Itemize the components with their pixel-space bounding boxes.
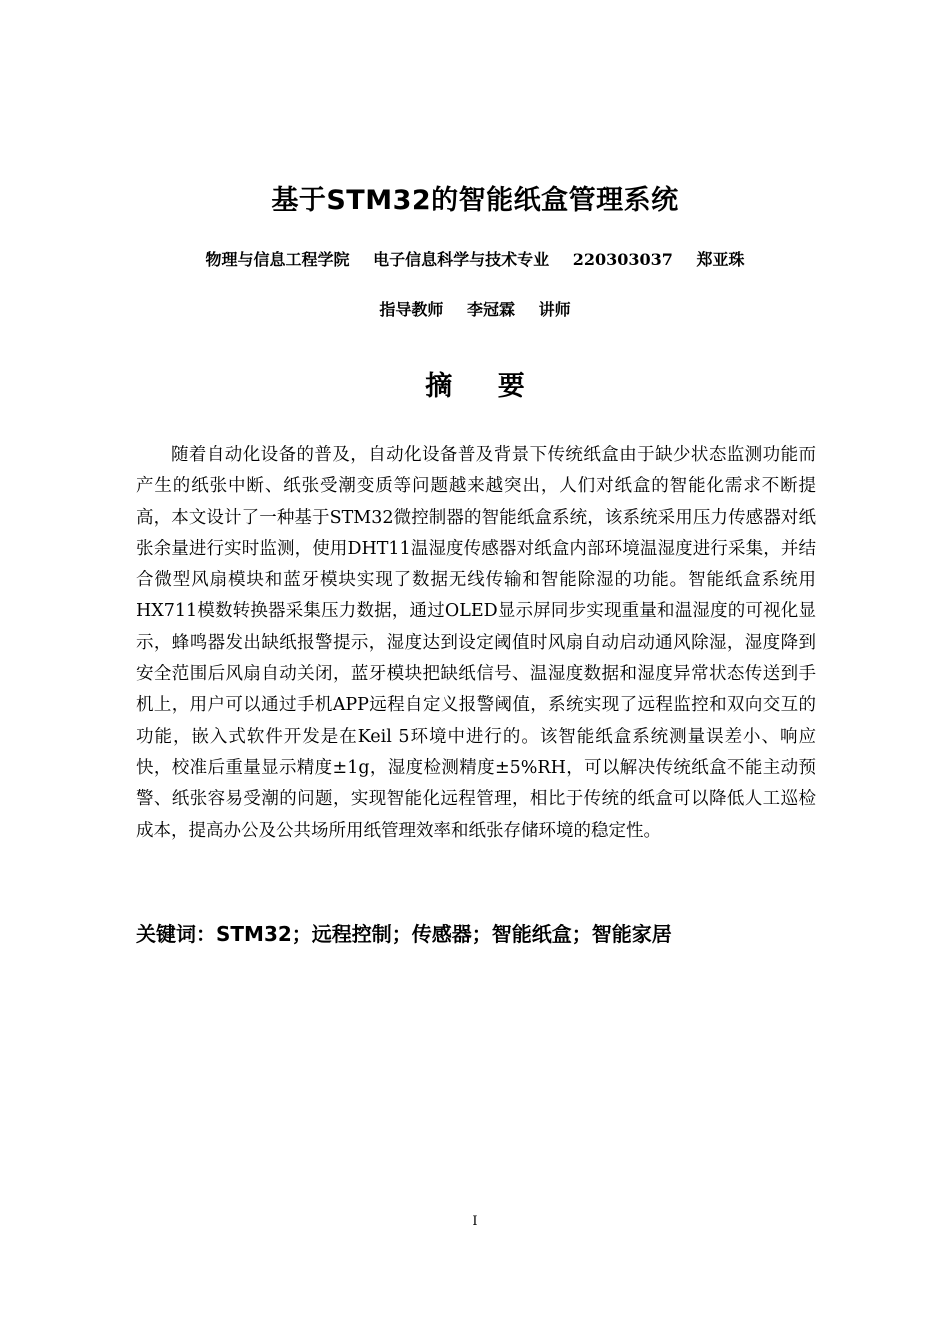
advisor-name: 李冠霖 [466,300,515,319]
college-name: 物理与信息工程学院 [205,250,350,269]
advisor-info-line [0,297,950,320]
student-id: 220303037 [572,250,673,269]
paper-title: 基于STM32的智能纸盒管理系统 [271,185,679,216]
author-name: 郑亚珠 [696,250,745,269]
advisor-role: 指导教师 [379,300,444,319]
abstract-heading: 摘 要 [425,371,543,402]
advisor-rank: 讲师 [538,300,571,319]
page-number: I [472,1214,478,1229]
keywords-line: 关键词：STM32；远程控制；传感器；智能纸盒；智能家居 [136,922,672,946]
abstract-paragraph: 随着自动化设备的普及，自动化设备普及背景下传统纸盒由于缺少状态监测功能而产生的纸张中断、纸张受潮变质等问题越来越突出，人们对纸盒的智能化需求不断提高，本文设计了一种基于STM32微控制器的智能纸盒系统，该系统采用压力传感器对纸张余量进行实时监测，使用DHT11温湿度传感器对纸盒内部环境温湿度进行采集，并结合微型风扇模块和蓝牙模块实现了数据无线传输和智能除湿的功能。智能纸盒系统用HX711模数转换器采集压力数据，通过OLED显示屏同步实现重量和温湿度的可视化显示，蜂鸣器发出缺纸报警提示，湿度达到设定阈值时风扇自动启动通风除湿，湿度降到安全范围后风扇自动关闭，蓝牙模块把缺纸信号、温湿度数据和湿度异常状态传送到手机上，用户可以通过手机APP远程自定义报警阈值，系统实现了远程监控和双向交互的功能，嵌入式软件开发是在Keil 5环境中进行的。该智能纸盒系统测量误差小、响应快，校准后重量显示精度±1g，湿度检测精度±5%RH，可以解决传统纸盒不能主动预警、纸张容易受潮的问题，实现智能化远程管理，相比于传统的纸盒可以降低人工巡检成本，提高办公及公共场所用纸管理效率和纸张存储环境的稳定性。 [136,445,816,841]
author-info-line [0,247,950,270]
major-name: 电子信息科学与技术专业 [373,250,550,269]
